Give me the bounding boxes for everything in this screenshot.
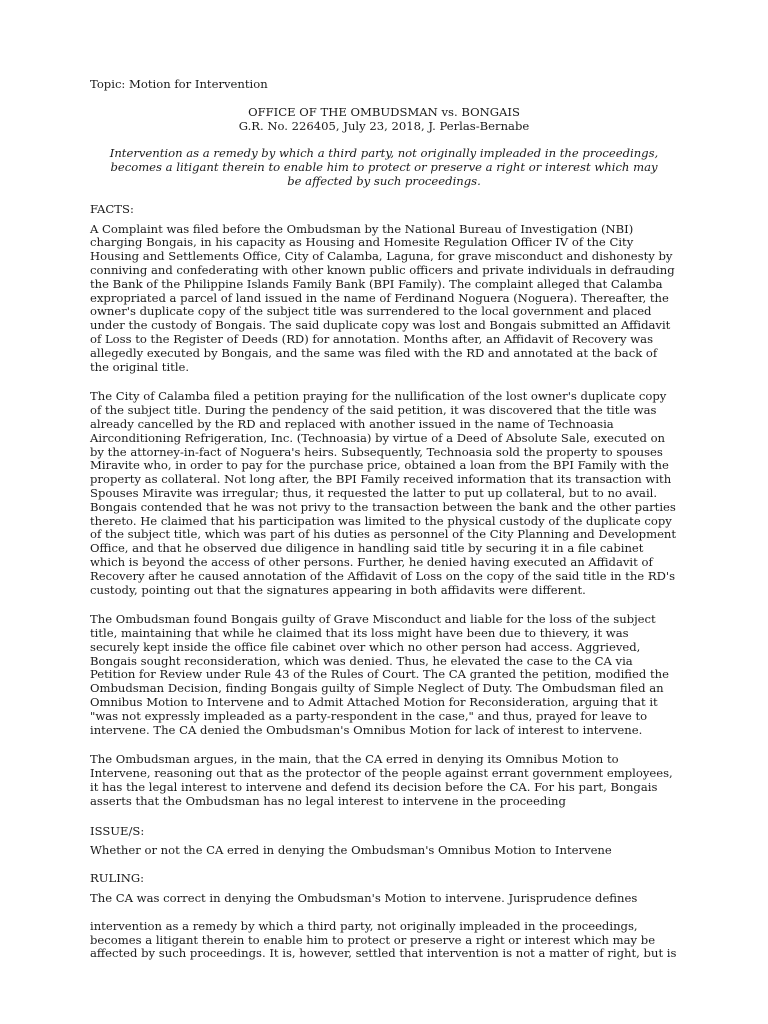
case-title: OFFICE OF THE OMBUDSMAN vs. BONGAIS — [248, 104, 520, 119]
issue-text: Whether or not the CA erred in denying the Ombudsman's Omnibus Motion to Intervene — [90, 843, 612, 858]
case-citation: G.R. No. 226405, July 23, 2018, J. Perlas-Bernabe — [238, 118, 530, 133]
facts-paragraph-3: The Ombudsman found Bongais guilty of Grave Misconduct and liable for the loss of the subject title, maintaining that while he claimed that its loss might have been due to thievery, it was securely kept inside the office file cabinet over which no other person had access. Aggrieved, Bongais sought reconsideration, which was denied. Thus, he elevated the case to the CA via Petition for Review under Rule 43 of the Rules of Court. The CA granted the petition, modified the Ombudsman Decision, finding Bongais guilty of Simple Neglect of Duty. The Ombudsman filed an Omnibus Motion to Intervene and to Admit Attached Motion for Reconsideration, arguing that it "was not expressly impleaded as a party-respondent in the case," and thus, prayed for leave to intervene. The CA denied the Ombudsman's Omnibus Motion for lack of interest to intervene. — [90, 612, 669, 737]
facts-paragraph-2: The City of Calamba filed a petition praying for the nullification of the lost owner's duplicate copy of the subject title. During the pendency of the said petition, it was discovered that the title was already cancelled by the RD and replaced with another issued in the name of Technoasia Airconditioning Refrigeration, Inc. (Technoasia) by virtue of a Deed of Absolute Sale, executed on by the attorney-in-fact of Noguera's heirs. Subsequently, Technoasia sold the property to spouses Miravite who, in order to pay for the purchase price, obtained a loan from the BPI Family with the property as collateral. Not long after, the BPI Family received information that its transaction with Spouses Miravite was irregular; thus, it requested the latter to put up collateral, but to no avail. Bongais contended that he was not privy to the transaction between the bank and the other parties thereto. He claimed that his participation was limited to the physical custody of the duplicate copy of the subject title, which was part of his duties as personnel of the City Planning and Development Office, and that he observed due diligence in handling said title by securing it in a file cabinet which is beyond the access of other persons. Further, he denied having executed an Affidavit of Recovery after he caused annotation of the Affidavit of Loss on the copy of the said title in the RD's custody, pointing out that the signatures appearing in both affidavits were different. — [90, 389, 677, 597]
facts-heading: FACTS: — [90, 201, 134, 216]
ruling-heading: RULING: — [90, 871, 145, 886]
topic-line: Topic: Motion for Intervention — [90, 77, 268, 91]
facts-paragraph-1: A Complaint was filed before the Ombudsman by the National Bureau of Investigation (NBI) charging Bongais, in his capacity as Housing and Homesite Regulation Officer IV of the City Housing and Settlements Office, City of Calamba, Laguna, for grave misconduct and dishonesty by conniving and confederating with other known public officers and private individuals in defrauding the Bank of the Philippine Islands Family Bank (BPI Family). The complaint alleged that Calamba expropriated a parcel of land issued in the name of Ferdinand Noguera (Noguera). Thereafter, the owner's duplicate copy of the subject title was surrendered to the local government and placed under the custody of Bongais. The said duplicate copy was lost and Bongais submitted an Affidavit of Loss to the Register of Deeds (RD) for annotation. Months after, an Affidavit of Recovery was allegedly executed by Bongais, and the same was filed with the RD and annotated at the back of the original title. — [90, 221, 675, 374]
issue-heading: ISSUE/S: — [90, 823, 145, 838]
facts-paragraph-4: The Ombudsman argues, in the main, that the CA erred in denying its Omnibus Motion to Intervene, reasoning out that as the protector of the people against errant government employees, it has the legal interest to intervene and defend its decision before the CA. For his part, Bongais asserts that the Ombudsman has no legal interest to intervene in the proceeding — [90, 752, 673, 808]
ruling-first-line: The CA was correct in denying the Ombudsman's Motion to intervene. Jurisprudence defines — [90, 891, 638, 906]
doctrine-statement: Intervention as a remedy by which a third party, not originally impleaded in the proceedings, becomes a litigant therein to enable him to protect or preserve a right or interest which may be affected by such proceedings. — [109, 146, 659, 188]
ruling-text: intervention as a remedy by which a third party, not originally impleaded in the proceedings, becomes a litigant therein to enable him to protect or preserve a right or interest which may be affected by such proceedings. It is, however, settled that intervention is not a matter of right, but is — [90, 918, 677, 961]
